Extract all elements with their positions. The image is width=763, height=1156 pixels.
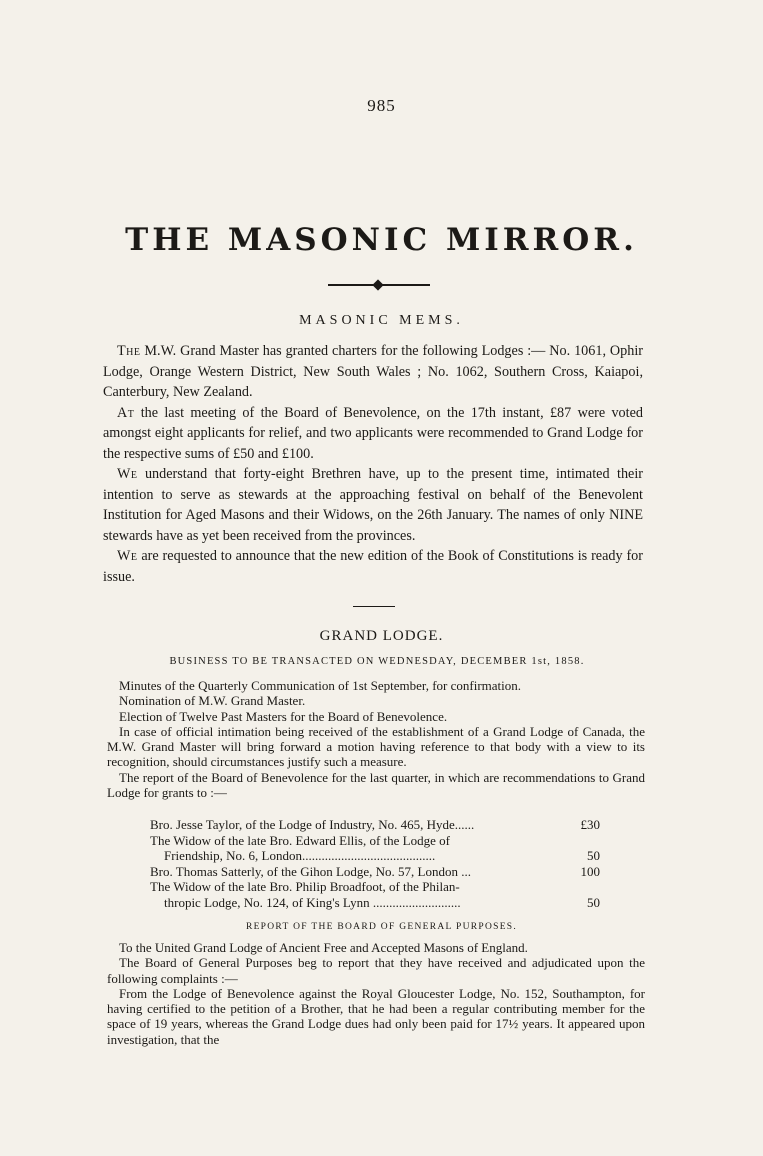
agenda-item: Election of Twelve Past Masters for the Board of Benevolence. [119, 708, 448, 724]
section-heading-report: REPORT OF THE BOARD OF GENERAL PURPOSES. [245, 922, 518, 932]
lead-word: We [117, 466, 138, 482]
grant-row [150, 817, 600, 833]
grant-description-continued: thropic Lodge, No. 124, of King's Lynn ........................... [164, 894, 461, 910]
grant-amount: 100 [580, 863, 600, 879]
grant-description: Bro. Jesse Taylor, of the Lodge of Industry, No. 465, Hyde...... [150, 817, 475, 832]
grant-amount: £30 [580, 817, 600, 832]
ornamental-rule [328, 281, 430, 289]
lead-word: The [117, 343, 141, 359]
mems-paragraph [103, 403, 643, 465]
page-number: 985 [367, 96, 396, 115]
paragraph-text: M.W. Grand Master has granted charters for the following Lodges :— No. 1061, Ophir Lodge, Orange Western District, New South Wales ; No. 1062, Southern Cross, Kaiapoi, Canterbury, New Zealand. [103, 343, 643, 400]
report-text [107, 940, 645, 1047]
grant-row [150, 864, 600, 880]
paragraph-text: the last meeting of the Board of Benevolence, on the 17th instant, £87 were voted amongst eight applicants for relief, and two applicants were recommended to Grand Lodge for the respective sums of £50 and £100. [103, 404, 643, 462]
diamond-ornament-icon [372, 279, 383, 290]
grant-description-continued: Friendship, No. 6, London......................................... [164, 848, 436, 864]
grant-description: The Widow of the late Bro. Edward Ellis, of the Lodge of [150, 832, 450, 848]
lead-word: We [117, 548, 138, 564]
section-heading-grand-lodge: GRAND LODGE. [319, 628, 444, 644]
grant-amount: 50 [587, 848, 600, 864]
grand-lodge-agenda [107, 678, 645, 800]
report-paragraph: The Board of General Purposes beg to report that they have received and adjudicated upon the following complaints :— [107, 955, 645, 986]
report-paragraph: To the United Grand Lodge of Ancient Free and Accepted Masons of England. [119, 940, 528, 955]
grants-list [150, 817, 600, 911]
grant-description: Bro. Thomas Satterly, of the Gihon Lodge, No. 57, London ... [150, 863, 471, 879]
mems-text [103, 341, 643, 587]
grant-row [150, 833, 600, 849]
grant-amount: 50 [587, 894, 600, 910]
grant-row [150, 848, 600, 864]
grant-row [150, 879, 600, 895]
mems-paragraph [103, 341, 643, 403]
section-divider [353, 606, 395, 607]
paragraph-text: understand that forty-eight Brethren have, up to the present time, intimated their intention to serve as stewards at the approaching festival on behalf of the Benevolent Institution for Aged Masons and their Widows, on the 26th January. The names of only NINE stewards have as yet been received from the provinces. [103, 466, 643, 544]
grant-description: The Widow of the late Bro. Philip Broadfoot, of the Philan- [150, 879, 460, 895]
agenda-item: In case of official intimation being received of the establishment of a Grand Lodge of Canada, the M.W. Grand Master will bring forward a motion having reference to that body with a view to its recognition, should circumstances justify such a measure. [107, 723, 645, 770]
paragraph-text: are requested to announce that the new edition of the Book of Constitutions is ready for issue. [103, 548, 643, 585]
mems-paragraph [103, 546, 643, 587]
grant-row [150, 895, 600, 911]
section-heading-mems: MASONIC MEMS. [299, 313, 464, 328]
mems-paragraph [103, 464, 643, 546]
page-title: THE MASONIC MIRROR. [125, 222, 638, 258]
agenda-item: Nomination of M.W. Grand Master. [119, 693, 306, 709]
report-paragraph: From the Lodge of Benevolence against the Royal Gloucester Lodge, No. 152, Southampton, for having certified to the petition of a Brother, that he had been a regular contributing member for the space of 19 years, whereas the Grand Lodge dues had only been paid for 17½ years. It appeared upon investigation, that the [107, 985, 645, 1047]
agenda-item: Minutes of the Quarterly Communication of 1st September, for confirmation. [119, 678, 522, 693]
lead-word: At [117, 404, 135, 421]
business-subheading: BUSINESS TO BE TRANSACTED ON WEDNESDAY, DECEMBER 1st, 1858. [169, 656, 585, 667]
agenda-item: The report of the Board of Benevolence for the last quarter, in which are recommendations to Grand Lodge for grants to :— [107, 769, 645, 801]
